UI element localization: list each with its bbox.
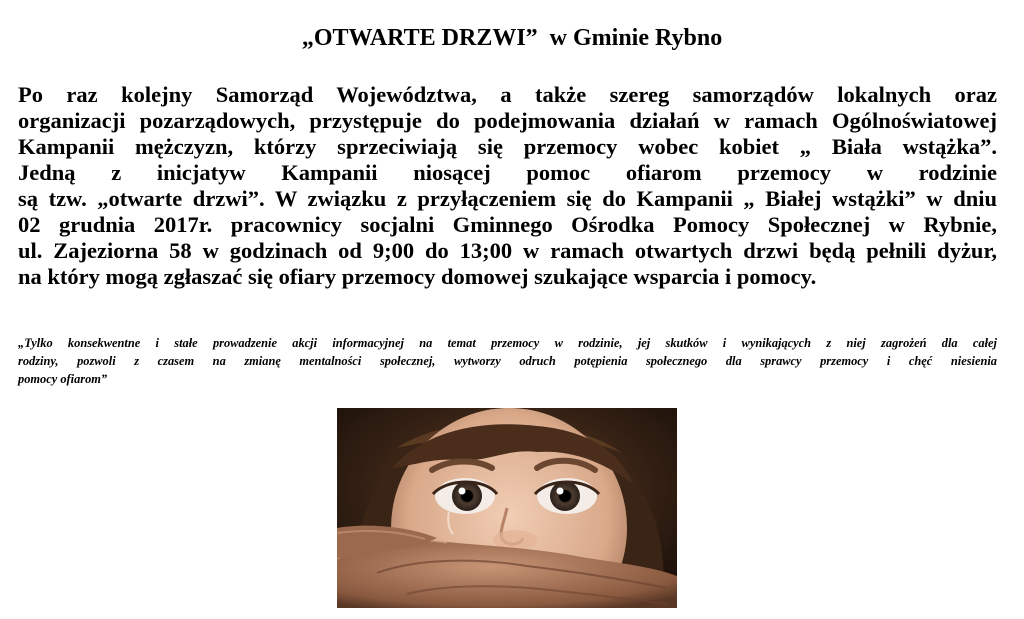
body-line: Jedną z inicjatyw Kampanii niosącej pomoc ofiarom przemocy w rodzinie <box>18 160 997 185</box>
quote-line: „Tylko konsekwentne i stałe prowadzenie akcji informacyjnej na temat przemocy w rodzinie, jej skutków i wynikających z niej zagrożeń dla całej <box>18 336 997 350</box>
announcement-body <box>18 82 997 290</box>
body-line: ul. Zajeziorna 58 w godzinach od 9;00 do 13;00 w ramach otwartych drzwi będą pełnili dyżur, <box>18 238 997 263</box>
campaign-quote <box>18 334 997 388</box>
body-line: Kampanii mężczyzn, którzy sprzeciwiają się przemocy wobec kobiet „ Biała wstążka”. <box>18 134 997 159</box>
photo-illustration <box>337 408 677 608</box>
quote-line: rodziny, pozwoli z czasem na zmianę mentalności społecznej, wytworzy odruch potępienia społecznego dla sprawcy przemocy i chęć niesienia <box>18 354 997 368</box>
body-line: organizacji pozarządowych, przystępuje do podejmowania działań w ramach Ogólnoświatowej <box>18 108 997 133</box>
body-line: są tzw. „otwarte drzwi”. W związku z przyłączeniem się do Kampanii „ Białej wstążki” w dniu <box>18 186 997 211</box>
page-title: „OTWARTE DRZWI” w Gminie Rybno <box>301 25 723 51</box>
quote-line: pomocy ofiarom” <box>18 372 108 386</box>
body-line: Po raz kolejny Samorząd Województwa, a także szereg samorządów lokalnych oraz <box>18 82 997 107</box>
body-line: 02 grudnia 2017r. pracownicy socjalni Gminnego Ośrodka Pomocy Społecznej w Rybnie, <box>18 212 997 237</box>
body-line: na który mogą zgłaszać się ofiary przemocy domowej szukające wsparcia i pomocy. <box>18 264 817 289</box>
child-with-covered-mouth-photo <box>337 408 677 608</box>
